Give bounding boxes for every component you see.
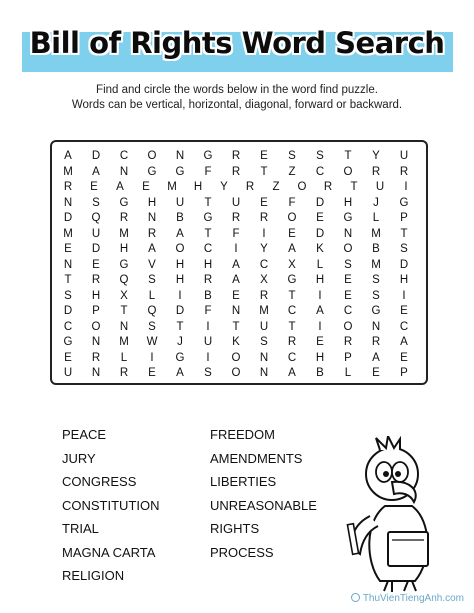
grid-letter: E: [316, 336, 324, 348]
grid-letter: S: [148, 320, 156, 333]
grid-letter: B: [372, 243, 380, 255]
grid-letter: P: [400, 367, 408, 379]
grid-row: [52, 352, 426, 369]
grid-letter: A: [176, 367, 184, 379]
grid-letter: T: [176, 320, 184, 333]
grid-letter: N: [91, 336, 101, 348]
grid-letter: L: [372, 212, 380, 224]
grid-row: [52, 321, 426, 338]
grid-letter: G: [119, 258, 129, 271]
grid-letter: G: [119, 196, 129, 209]
grid-row: [52, 259, 426, 276]
grid-letter: C: [287, 351, 297, 364]
grid-letter: S: [288, 150, 296, 162]
grid-letter: O: [287, 212, 297, 224]
grid-row: [52, 243, 426, 260]
grid-letter: R: [371, 165, 381, 178]
grid-letter: H: [399, 274, 409, 286]
credit-text: ThuVienTiengAnh.com: [362, 593, 464, 604]
grid-letter: D: [315, 196, 325, 209]
grid-letter: Q: [147, 305, 157, 317]
grid-letter: O: [343, 165, 353, 178]
grid-letter: Q: [91, 212, 101, 224]
grid-letter: T: [344, 150, 352, 162]
grid-letter: N: [231, 305, 241, 317]
grid-row: [52, 305, 426, 322]
grid-letter: O: [91, 320, 101, 333]
grid-letter: D: [91, 150, 101, 162]
grid-letter: R: [245, 181, 255, 193]
grid-letter: T: [204, 196, 212, 209]
grid-letter: U: [91, 227, 101, 240]
grid-letter: B: [176, 212, 184, 224]
grid-letter: F: [204, 305, 212, 317]
grid-letter: C: [119, 150, 129, 162]
grid-letter: E: [92, 258, 100, 271]
grid-letter: Y: [260, 243, 268, 255]
grid-letter: T: [350, 181, 358, 193]
grid-letter: S: [400, 243, 408, 255]
grid-letter: A: [400, 336, 408, 348]
grid-letter: C: [259, 258, 269, 271]
grid-letter: R: [231, 150, 241, 162]
grid-row: [52, 367, 426, 384]
grid-letter: U: [203, 336, 213, 348]
grid-letter: G: [175, 165, 185, 178]
grid-letter: L: [120, 351, 128, 364]
grid-letter: R: [371, 336, 381, 348]
grid-letter: C: [399, 320, 409, 333]
grid-letter: E: [90, 181, 98, 193]
grid-letter: X: [120, 289, 128, 302]
word-list-item: CONSTITUTION: [62, 497, 160, 513]
grid-letter: E: [148, 367, 156, 379]
grid-letter: U: [175, 196, 185, 209]
grid-letter: A: [116, 181, 124, 193]
grid-letter: R: [399, 165, 409, 178]
grid-letter: E: [64, 351, 72, 364]
grid-letter: D: [315, 227, 325, 240]
grid-letter: R: [259, 212, 269, 224]
grid-letter: S: [148, 274, 156, 286]
grid-letter: G: [287, 274, 297, 286]
grid-letter: N: [343, 227, 353, 240]
word-list-item: RIGHTS: [210, 521, 260, 536]
grid-letter: D: [63, 305, 73, 317]
grid-letter: K: [316, 243, 324, 255]
grid-letter: C: [63, 320, 73, 333]
grid-letter: G: [371, 305, 381, 317]
grid-letter: J: [373, 196, 379, 209]
grid-letter: N: [91, 367, 101, 379]
grid-letter: D: [175, 305, 185, 317]
grid-letter: G: [399, 196, 409, 209]
grid-letter: R: [287, 336, 297, 348]
grid-letter: A: [92, 165, 100, 178]
grid-letter: O: [343, 243, 353, 255]
grid-letter: Z: [288, 165, 296, 178]
grid-letter: U: [231, 196, 241, 209]
grid-letter: O: [297, 181, 307, 193]
grid-letter: H: [315, 274, 325, 286]
word-list-item: LIBERTIES: [210, 474, 277, 489]
grid-letter: E: [260, 150, 268, 162]
word-list-item: TRIAL: [62, 521, 99, 536]
grid-letter: E: [344, 289, 352, 302]
grid-row: [52, 336, 426, 353]
grid-letter: F: [204, 165, 212, 178]
grid-letter: C: [203, 243, 213, 255]
grid-letter: E: [260, 196, 268, 209]
grid-letter: M: [259, 305, 269, 317]
grid-letter: S: [260, 336, 268, 348]
grid-letter: O: [343, 320, 353, 333]
grid-letter: R: [323, 181, 333, 193]
grid-letter: N: [63, 196, 73, 209]
globe-icon: [351, 593, 360, 602]
grid-letter: I: [318, 289, 322, 302]
grid-letter: I: [262, 227, 266, 240]
grid-letter: R: [343, 336, 353, 348]
grid-letter: K: [232, 336, 240, 348]
grid-letter: H: [315, 351, 325, 364]
grid-row: [52, 228, 426, 245]
grid-letter: E: [372, 367, 380, 379]
grid-letter: S: [92, 196, 100, 209]
grid-letter: E: [344, 274, 352, 286]
grid-letter: R: [231, 165, 241, 178]
grid-letter: A: [288, 243, 296, 255]
grid-letter: H: [91, 289, 101, 302]
grid-letter: L: [316, 258, 324, 271]
grid-letter: T: [288, 289, 296, 302]
grid-letter: E: [316, 212, 324, 224]
grid-letter: A: [232, 258, 240, 271]
grid-letter: R: [119, 212, 129, 224]
grid-letter: E: [400, 305, 408, 317]
grid-row: [52, 150, 426, 167]
grid-row: [52, 181, 426, 198]
grid-letter: P: [344, 351, 352, 364]
grid-letter: V: [148, 258, 156, 271]
grid-letter: G: [63, 336, 73, 348]
grid-letter: M: [63, 165, 73, 178]
site-credit: [351, 593, 464, 604]
word-list-item: UNREASONABLE: [210, 497, 317, 513]
grid-letter: I: [404, 181, 408, 193]
grid-letter: F: [288, 196, 296, 209]
grid-letter: D: [63, 212, 73, 224]
grid-letter: O: [231, 351, 241, 364]
grid-letter: I: [206, 351, 210, 364]
grid-letter: F: [232, 227, 240, 240]
grid-letter: D: [399, 258, 409, 271]
grid-letter: S: [64, 289, 72, 302]
grid-letter: U: [259, 320, 269, 333]
grid-letter: M: [371, 227, 381, 240]
grid-letter: S: [372, 289, 380, 302]
grid-letter: X: [288, 258, 296, 271]
grid-letter: B: [316, 367, 324, 379]
grid-row: [52, 290, 426, 307]
grid-letter: N: [63, 258, 73, 271]
grid-letter: H: [119, 243, 129, 255]
grid-letter: R: [231, 212, 241, 224]
grid-row: [52, 197, 426, 214]
grid-letter: R: [203, 274, 213, 286]
grid-letter: L: [148, 289, 156, 302]
grid-letter: Z: [272, 181, 280, 193]
grid-letter: A: [64, 150, 72, 162]
word-list-item: AMENDMENTS: [210, 450, 303, 466]
grid-letter: G: [203, 212, 213, 224]
grid-letter: R: [63, 181, 73, 193]
grid-letter: X: [260, 274, 268, 286]
grid-letter: N: [147, 212, 157, 224]
word-list-item: PEACE: [62, 427, 107, 442]
grid-letter: A: [316, 305, 324, 317]
grid-letter: A: [232, 274, 240, 286]
word-list-item: CONGRESS: [62, 474, 137, 489]
grid-letter: N: [119, 320, 129, 333]
grid-letter: O: [175, 243, 185, 255]
grid-letter: M: [119, 227, 129, 240]
grid-letter: T: [400, 227, 408, 240]
grid-letter: C: [287, 305, 297, 317]
page-title: Bill of Rights Word Search: [29, 26, 445, 60]
word-list-item: RELIGION: [62, 568, 125, 583]
grid-letter: P: [400, 212, 408, 224]
grid-letter: M: [371, 258, 381, 271]
grid-letter: I: [234, 243, 238, 255]
grid-letter: T: [232, 320, 240, 333]
word-list-item: FREEDOM: [210, 427, 275, 442]
grid-letter: S: [344, 258, 352, 271]
grid-row: [52, 166, 426, 183]
grid-letter: E: [232, 289, 240, 302]
grid-letter: E: [400, 351, 408, 364]
grid-letter: Q: [119, 274, 129, 286]
grid-letter: I: [150, 351, 154, 364]
word-list-item: JURY: [62, 450, 96, 466]
grid-row: [52, 212, 426, 229]
grid-letter: H: [193, 181, 203, 193]
grid-letter: I: [178, 289, 182, 302]
grid-letter: S: [316, 150, 324, 162]
grid-letter: E: [288, 227, 296, 240]
grid-letter: N: [175, 150, 185, 162]
grid-row: [52, 274, 426, 291]
grid-letter: W: [146, 336, 158, 348]
grid-letter: R: [91, 351, 101, 364]
grid-letter: R: [147, 227, 157, 240]
bird-illustration: [340, 436, 450, 596]
grid-letter: B: [204, 289, 212, 302]
grid-letter: I: [318, 320, 322, 333]
grid-letter: T: [288, 320, 296, 333]
grid-letter: A: [288, 367, 296, 379]
grid-letter: T: [64, 274, 72, 286]
grid-letter: P: [92, 305, 100, 317]
word-list-item: MAGNA CARTA: [62, 544, 156, 560]
grid-letter: C: [315, 165, 325, 178]
grid-letter: U: [375, 181, 385, 193]
grid-letter: D: [91, 243, 101, 255]
grid-letter: J: [177, 336, 183, 348]
grid-letter: H: [343, 196, 353, 209]
grid-letter: U: [63, 367, 73, 379]
grid-letter: N: [259, 351, 269, 364]
grid-letter: Y: [372, 150, 380, 162]
grid-letter: R: [119, 367, 129, 379]
grid-letter: A: [372, 351, 380, 364]
grid-letter: T: [204, 227, 212, 240]
grid-letter: G: [203, 150, 213, 162]
grid-letter: A: [148, 243, 156, 255]
grid-letter: S: [372, 274, 380, 286]
grid-letter: M: [63, 227, 73, 240]
grid-letter: H: [175, 274, 185, 286]
grid-letter: N: [371, 320, 381, 333]
word-search-grid: [50, 140, 428, 385]
grid-letter: R: [259, 289, 269, 302]
grid-letter: H: [175, 258, 185, 271]
grid-letter: M: [119, 336, 129, 348]
grid-letter: I: [206, 320, 210, 333]
grid-letter: O: [231, 367, 241, 379]
word-list-item: PROCESS: [210, 544, 274, 560]
grid-letter: H: [147, 196, 157, 209]
grid-letter: E: [142, 181, 150, 193]
grid-letter: Y: [220, 181, 228, 193]
grid-letter: G: [147, 165, 157, 178]
grid-letter: N: [119, 165, 129, 178]
grid-letter: G: [343, 212, 353, 224]
grid-letter: C: [343, 305, 353, 317]
grid-letter: L: [344, 367, 352, 379]
grid-letter: A: [176, 227, 184, 240]
grid-letter: N: [259, 367, 269, 379]
grid-letter: T: [260, 165, 268, 178]
grid-letter: G: [175, 351, 185, 364]
grid-letter: U: [399, 150, 409, 162]
grid-letter: M: [167, 181, 177, 193]
grid-letter: S: [204, 367, 212, 379]
instructions-line-2: Words can be vertical, horizontal, diagonal, forward or backward.: [71, 99, 403, 111]
grid-letter: E: [64, 243, 72, 255]
grid-letter: T: [120, 305, 128, 317]
grid-letter: H: [203, 258, 213, 271]
instructions-line-1: Find and circle the words below in the word find puzzle.: [96, 84, 378, 96]
grid-letter: I: [402, 289, 406, 302]
grid-letter: R: [91, 274, 101, 286]
grid-letter: O: [147, 150, 157, 162]
